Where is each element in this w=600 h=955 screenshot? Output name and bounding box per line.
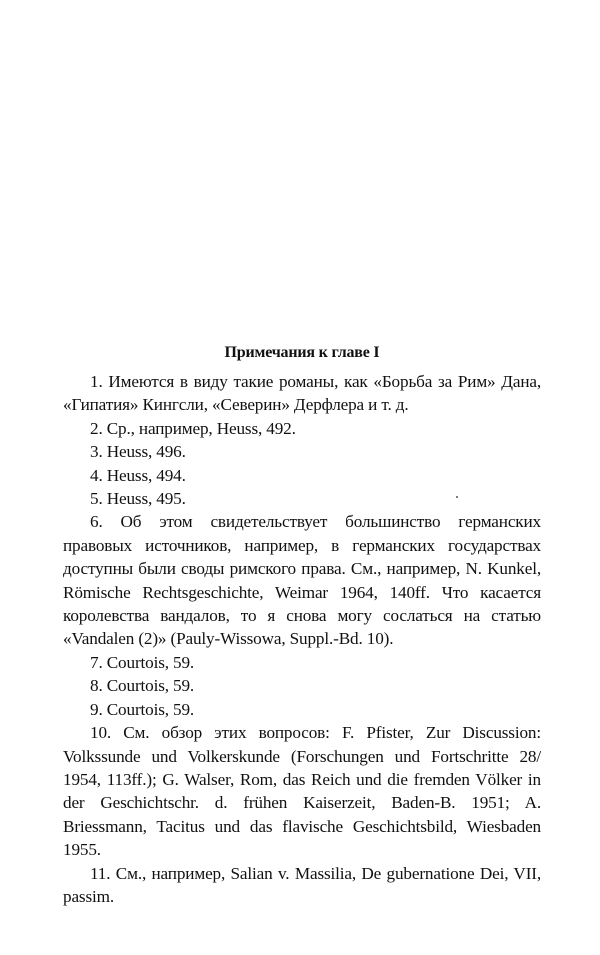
note-11: 11. См., например, Salian v. Massilia, De gubernatione Dei, VII, passim. <box>63 863 541 906</box>
note-6: 6. Об этом свидетельствует большинство германских правовых источников, например, в германских государствах доступны были своды римского права. См., например, N. Kunkel, Römische Rechtsgeschichte, Weimar 1964, 140ff. Что касается королевства вандалов, то я снова могу сослаться на статью «Vandalen (2)» (Pauly-Wissowa, Suppl.-Bd. 10). <box>63 512 541 649</box>
note-2: 2. Ср., например, Heuss, 492. <box>90 418 296 438</box>
note-10: 10. См. обзор этих вопросов: F. Pfister, Zur Discussion: Volkssunde und Volkerskunde (Forschungen und Fortschritte 28/ 1954, 113ff.); G. Walser, Rom, das Reich und die fremden Völker in der Geschichtschr. d. frühen Kaiserzeit, Baden-B. 1951; A. Briessmann, Tacitus und das flavische Geschichtsbild, Wiesbaden 1955. <box>63 723 541 860</box>
notes-page <box>63 342 541 908</box>
note-3: 3. Heuss, 496. <box>90 442 186 462</box>
note-4: 4. Heuss, 494. <box>90 465 186 485</box>
note-8: 8. Courtois, 59. <box>90 676 195 696</box>
chapter-notes-heading: Примечания к главе I <box>224 344 380 361</box>
scan-speck <box>456 496 458 498</box>
note-9: 9. Courtois, 59. <box>90 699 195 719</box>
note-7: 7. Courtois, 59. <box>90 652 195 672</box>
note-5: 5. Heuss, 495. <box>90 489 186 509</box>
note-1: 1. Имеются в виду такие романы, как «Борьба за Рим» Дана, «Гипатия» Кингсли, «Северин» Дерфлера и т. д. <box>63 372 541 415</box>
